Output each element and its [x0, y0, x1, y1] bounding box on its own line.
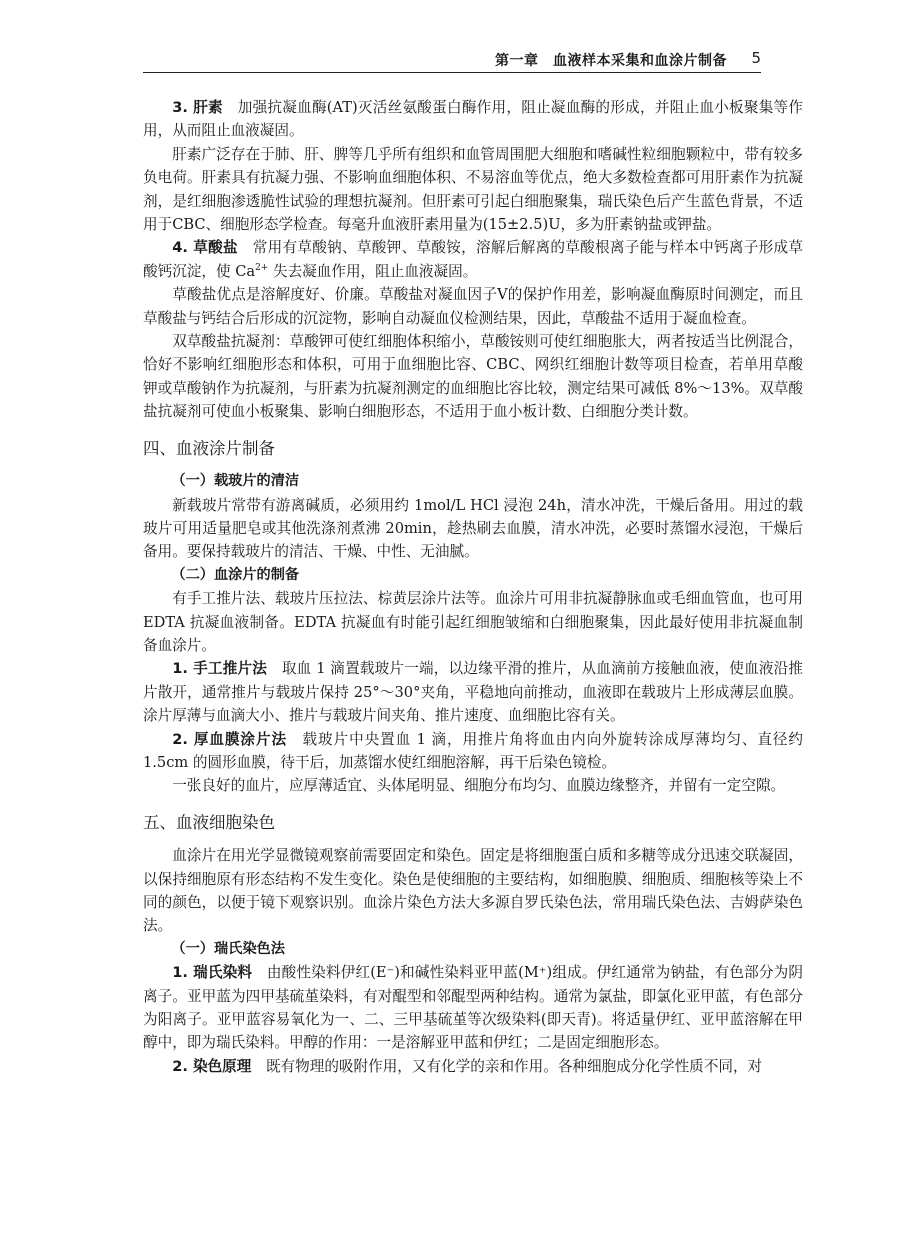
section-title-staining: 五、血液细胞染色 [143, 812, 275, 832]
item-title-manual-push: 1. 手工推片法 [172, 660, 268, 678]
paragraph-wright-dye [143, 961, 803, 1055]
subsection-title-wright: （一）瑞氏染色法 [171, 940, 285, 957]
subsection-title-smear-preparation: （二）血涂片的制备 [171, 566, 300, 583]
section-title-smear: 四、血液涂片制备 [143, 438, 275, 458]
calcium-charge: 2+ [255, 262, 269, 273]
page-body [143, 96, 803, 1078]
paragraph-oxalate [143, 236, 803, 283]
chapter-title: 第一章 血液样本采集和血涂片制备 [495, 53, 727, 69]
item-text-heparin: 加强抗凝血酶(AT)灭活丝氨酸蛋白酶作用，阻止凝血酶的形成，并阻止血小板聚集等作用，从而阻止血液凝固。 [143, 99, 803, 140]
paragraph-thick-film [143, 728, 803, 775]
paragraph-staining-principle [143, 1055, 803, 1078]
item-title-oxalate: 4. 草酸盐 [172, 239, 238, 257]
paragraph-heparin [143, 96, 803, 143]
item-text-oxalate-b: 失去凝血作用，阻止血液凝固。 [268, 262, 478, 280]
paragraph-double-oxalate: 双草酸盐抗凝剂：草酸钾可使红细胞体积缩小，草酸铵则可使红细胞胀大，两者按适当比例混合，恰好不影响红细胞形态和体积，可用于血细胞比容、CBC、网织红细胞计数等项目检查，若单用草酸钾或草酸钠作为抗凝剂，与肝素为抗凝剂测定的血细胞比容比较，测定结果可减低 8%～13%。双草酸盐抗凝剂可使血小板聚集、影响白细胞形态，不适用于血小板计数、白细胞分类计数。 [143, 333, 803, 421]
item-text-oxalate-a: 常用有草酸钠、草酸钾、草酸铵，溶解后解离的草酸根离子能与样本中钙离子形成草酸钙沉淀，使 Ca [143, 239, 803, 280]
page-number: 5 [751, 49, 761, 67]
subsection-title-slide-cleaning: （一）载玻片的清洁 [171, 473, 300, 490]
item-text-manual-push: 取血 1 滴置载玻片一端，以边缘平滑的推片，从血滴前方接触血液，使血液沿推片散开，通常推片与载玻片保持 25°～30°夹角，平稳地向前推动，血液即在载玻片上形成薄层血膜。涂片厚薄与血滴大小、推片与载玻片间夹角、推片速度、血细胞比容有关。 [143, 660, 803, 725]
item-title-heparin: 3. 肝素 [172, 99, 223, 116]
item-title-staining-principle: 2. 染色原理 [172, 1057, 252, 1075]
paragraph-staining-intro: 血涂片在用光学显微镜观察前需要固定和染色。固定是将细胞蛋白质和多糖等成分迅速交联凝固，以保持细胞原有形态结构不发生变化。染色是使细胞的主要结构，如细胞膜、细胞质、细胞核等染上不同的颜色，以便于镜下观察识别。血涂片染色方法大多源自罗氏染色法，常用瑞氏染色法、吉姆萨染色法。 [143, 847, 803, 935]
paragraph-oxalate-advantages: 草酸盐优点是溶解度好、价廉。草酸盐对凝血因子Ⅴ的保护作用差，影响凝血酶原时间测定，而且草酸盐与钙结合后形成的沉淀物，影响自动凝血仪检测结果，因此，草酸盐不适用于凝血检查。 [143, 286, 803, 327]
running-header [143, 48, 761, 73]
item-text-staining-principle: 既有物理的吸附作用，又有化学的亲和作用。各种细胞成分化学性质不同，对 [265, 1057, 763, 1075]
paragraph-good-smear: 一张良好的血片，应厚薄适宜、头体尾明显、细胞分布均匀、血膜边缘整齐，并留有一定空隙。 [172, 777, 786, 795]
item-title-thick-film: 2. 厚血膜涂片法 [172, 730, 287, 748]
paragraph-manual-push [143, 657, 803, 727]
paragraph-heparin-detail: 肝素广泛存在于肺、肝、脾等几乎所有组织和血管周围肥大细胞和嗜碱性粒细胞颗粒中，带有较多负电荷。肝素具有抗凝力强、不影响血细胞体积、不易溶血等优点，绝大多数检查都可用肝素作为抗凝剂，是红细胞渗透脆性试验的理想抗凝剂。但肝素可引起白细胞聚集，瑞氏染色后产生蓝色背景，不适用于CBC、细胞形态学检查。每毫升血液肝素用量为(15±2.5)U，多为肝素钠盐或钾盐。 [143, 145, 803, 234]
item-text-wright-dye: 由酸性染料伊红(E⁻)和碱性染料亚甲蓝(M⁺)组成。伊红通常为钠盐，有色部分为阴离子。亚甲蓝为四甲基硫堇染料，有对醌型和邻醌型两种结构。通常为氯盐，即氯化亚甲蓝，有色部分为阳离子。亚甲蓝容易氧化为一、二、三甲基硫堇等次级染料(即天青)。将适量伊红、亚甲蓝溶解在甲醇中，即为瑞氏染料。甲醇的作用：一是溶解亚甲蓝和伊红；二是固定细胞形态。 [143, 964, 804, 1052]
item-title-wright-dye: 1. 瑞氏染料 [172, 964, 253, 982]
paragraph-smear-preparation: 有手工推片法、载玻片压拉法、棕黄层涂片法等。血涂片可用非抗凝静脉血或毛细血管血，也可用 EDTA 抗凝血液制备。EDTA 抗凝血有时能引起红细胞皱缩和白细胞聚集，因此最好使用非抗凝血制备血涂片。 [143, 590, 803, 654]
paragraph-slide-cleaning: 新载玻片常带有游离碱质，必须用约 1mol/L HCl 浸泡 24h，清水冲洗，干燥后备用。用过的载玻片可用适量肥皂或其他洗涤剂煮沸 20min，趁热刷去血膜，清水冲洗，必要时蒸馏水浸泡，干燥后备用。要保持载玻片的清洁、干燥、中性、无油腻。 [143, 496, 803, 561]
item-text-thick-film: 载玻片中央置血 1 滴，用推片角将血由内向外旋转涂成厚薄均匀、直径约 1.5cm 的圆形血膜，待干后，加蒸馏水使红细胞溶解，再干后染色镜检。 [143, 730, 803, 771]
